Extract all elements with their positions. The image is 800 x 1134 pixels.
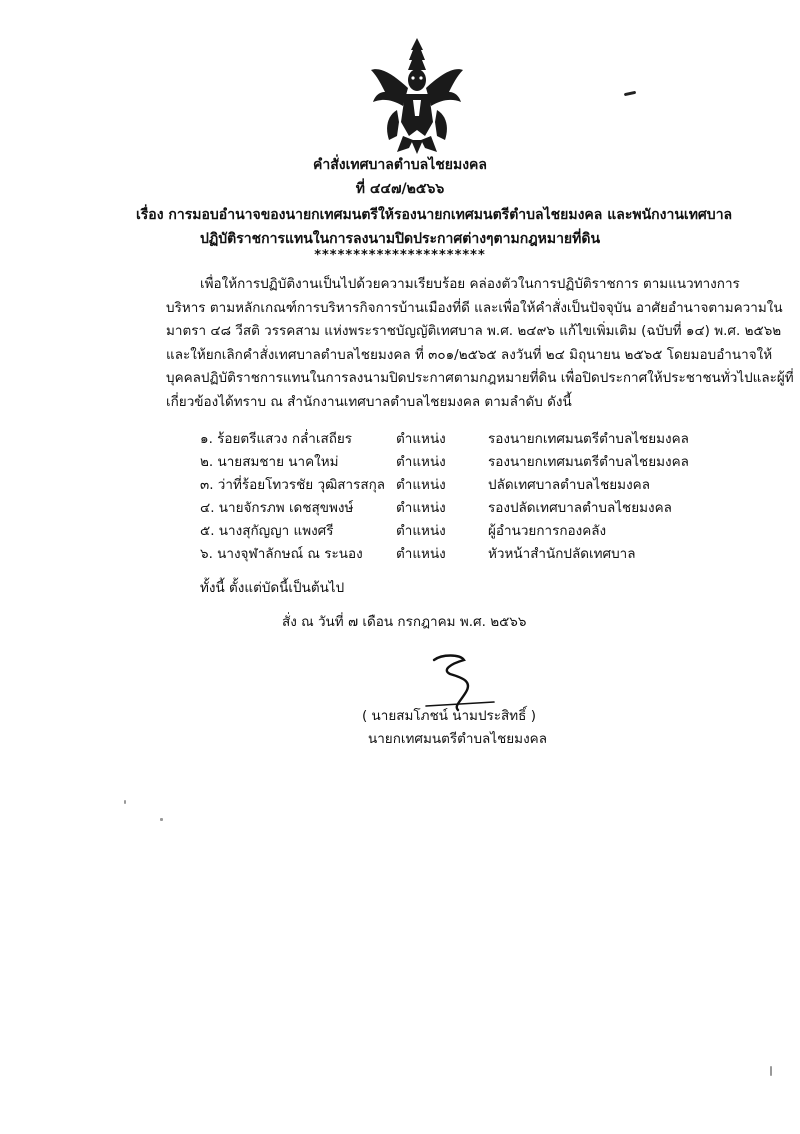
body-line: บุคคลปฏิบัติราชการแทนในการลงนามปิดประกาศตามกฎหมายที่ดิน เพื่อปิดประกาศให้ประชาชนทั่วไปและผู้ที่ [166, 370, 794, 386]
body-line: มาตรา ๔๘ วีสติ วรรคสาม แห่งพระราชบัญญัติเทศบาล พ.ศ. ๒๔๙๖ แก้ไขเพิ่มเติม (ฉบับที่ ๑๔) พ.ศ. ๒๕๖๒ [166, 323, 782, 339]
organization-title: คำสั่งเทศบาลตำบลไชยมงคล [312, 157, 487, 173]
scan-speck [770, 1066, 772, 1076]
body-line: เกี่ยวข้องได้ทราบ ณ สำนักงานเทศบาลตำบลไชยมงคล ตามลำดับ ดังนี้ [166, 393, 572, 410]
delegate-row [200, 473, 700, 496]
position-label: ตำแหน่ง [396, 546, 446, 562]
delegate-title: หัวหน้าสำนักปลัดเทศบาล [488, 546, 636, 562]
position-label: ตำแหน่ง [396, 431, 446, 447]
body-line: และให้ยกเลิกคำสั่งเทศบาลตำบลไชยมงคล ที่ ๓๐๑/๒๕๖๕ ลงวันที่ ๒๔ มิถุนายน ๒๕๖๕ โดยมอบอำนาจให้ [166, 346, 773, 363]
delegate-title: รองปลัดเทศบาลตำบลไชยมงคล [488, 500, 672, 516]
delegate-name: ๔. นายจักรภพ เดชสุขพงษ์ [200, 500, 354, 516]
delegate-row [200, 427, 700, 450]
delegate-title: ผู้อำนวยการกองคลัง [488, 523, 607, 539]
delegate-row [200, 519, 700, 542]
body-line: เพื่อให้การปฏิบัติงานเป็นไปด้วยความเรียบร้อย คล่องตัวในการปฏิบัติราชการ ตามแนวทางการ [200, 276, 740, 292]
position-label: ตำแหน่ง [396, 477, 446, 493]
subject-line-1: เรื่อง การมอบอำนาจของนายกเทศมนตรีให้รองนายกเทศมนตรีตำบลไชยมงคล และพนักงานเทศบาล [136, 207, 733, 223]
separator: ********************** [314, 248, 486, 263]
delegate-name: ๖. นางจุฬาลักษณ์ ณ ระนอง [200, 546, 363, 562]
delegate-name: ๒. นายสมชาย นาคใหม่ [200, 454, 339, 470]
delegate-title: ปลัดเทศบาลตำบลไชยมงคล [488, 477, 650, 493]
delegate-name: ๕. นางสุกัญญา แพงศรี [200, 523, 334, 539]
closing-statement: ทั้งนี้ ตั้งแต่บัดนี้เป็นต้นไป [200, 580, 345, 596]
delegate-list [200, 427, 700, 565]
position-label: ตำแหน่ง [396, 500, 446, 516]
body-line: บริหาร ตามหลักเกณฑ์การบริหารกิจการบ้านเมืองที่ดี และเพื่อให้คำสั่งเป็นปัจจุบัน อาศัยอำนาจตามความใน [166, 299, 783, 316]
delegate-row [200, 542, 700, 565]
signatory-title: นายกเทศมนตรีตำบลไชยมงคล [368, 731, 547, 747]
position-label: ตำแหน่ง [396, 454, 446, 470]
delegate-name: ๑. ร้อยตรีแสวง กล่ำเสถียร [200, 431, 353, 447]
delegate-name: ๓. ว่าที่ร้อยโทวรชัย วุฒิสารสกุล [200, 477, 386, 493]
scan-speck [160, 818, 163, 821]
position-label: ตำแหน่ง [396, 523, 446, 539]
signatory-name: ( นายสมโภชน์ นามประสิทธิ์ ) [362, 708, 536, 724]
delegate-title: รองนายกเทศมนตรีตำบลไชยมงคล [488, 431, 689, 447]
subject-line-2: ปฏิบัติราชการแทนในการลงนามปิดประกาศต่างๆตามกฎหมายที่ดิน [199, 231, 601, 247]
delegate-title: รองนายกเทศมนตรีตำบลไชยมงคล [488, 454, 689, 470]
garuda-emblem-icon [367, 36, 467, 156]
stray-mark [624, 91, 636, 96]
delegate-row [200, 450, 700, 473]
delegate-row [200, 496, 700, 519]
scan-speck [124, 800, 126, 804]
body-paragraph [166, 273, 794, 414]
document-number: ที่ ๔๔๗/๒๕๖๖ [355, 181, 445, 197]
order-date: สั่ง ณ วันที่ ๗ เดือน กรกฎาคม พ.ศ. ๒๕๖๖ [282, 614, 527, 630]
